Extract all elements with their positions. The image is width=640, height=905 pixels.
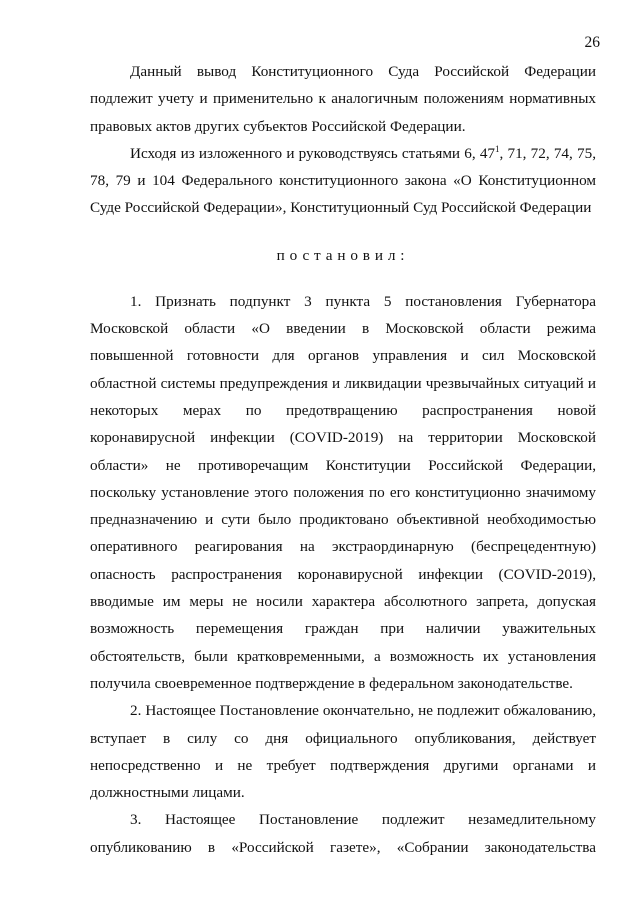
document-body [90, 58, 596, 861]
article-superscript: 1 [495, 143, 500, 154]
page-number: 26 [584, 34, 600, 51]
legal-basis-text-start: Исходя из изложенного и руководствуясь статьями 6, 47 [130, 144, 496, 162]
paragraph-legal-basis [90, 140, 596, 222]
legal-basis-text-end: , 71, 72, 74, 75, 78, 79 и 104 Федерального конституционного закона «О Конституционном Суде Российской Федерации», Конституционный Суд Российской Федерации [90, 144, 596, 217]
paragraph-conclusion: Данный вывод Конституционного Суда Российской Федерации подлежит учету и применительно к аналогичным положениям нормативных правовых актов других субъектов Российской Федерации. [90, 63, 596, 135]
resolution-item-3: 3. Настоящее Постановление подлежит незамедлительному опубликованию в «Российской газете», «Собрании законодательства [90, 811, 596, 856]
resolution-heading: постановил: [276, 246, 410, 264]
resolution-item-1: 1. Признать подпункт 3 пункта 5 постановления Губернатора Московской области «О введении в Московской области режима повышенной готовности для органов управления и сил Московской областной системы предупреждения и ликвидации чрезвычайных ситуаций и некоторых мерах по предотвращению распространения новой коронавирусной инфекции (COVID-2019) на территории Московской области» не противоречащим Конституции Российской Федерации, поскольку установление этого положения по его конституционно значимому предназначению и сути было продиктовано объективной необходимостью оперативного реагирования на экстраординарную (беспрецедентную) опасность распространения коронавирусной инфекции (COVID-2019), вводимые им меры не носили характера абсолютного запрета, допуская возможность перемещения граждан при наличии уважительных обстоятельств, были кратковременными, а возможность их установления получила своевременное подтверждение в федеральном законодательстве. [90, 292, 596, 692]
resolution-item-2: 2. Настоящее Постановление окончательно, не подлежит обжалованию, вступает в силу со дня официального опубликования, действует непосредственно и не требует подтверждения другими органами и должностными лицами. [90, 702, 596, 802]
